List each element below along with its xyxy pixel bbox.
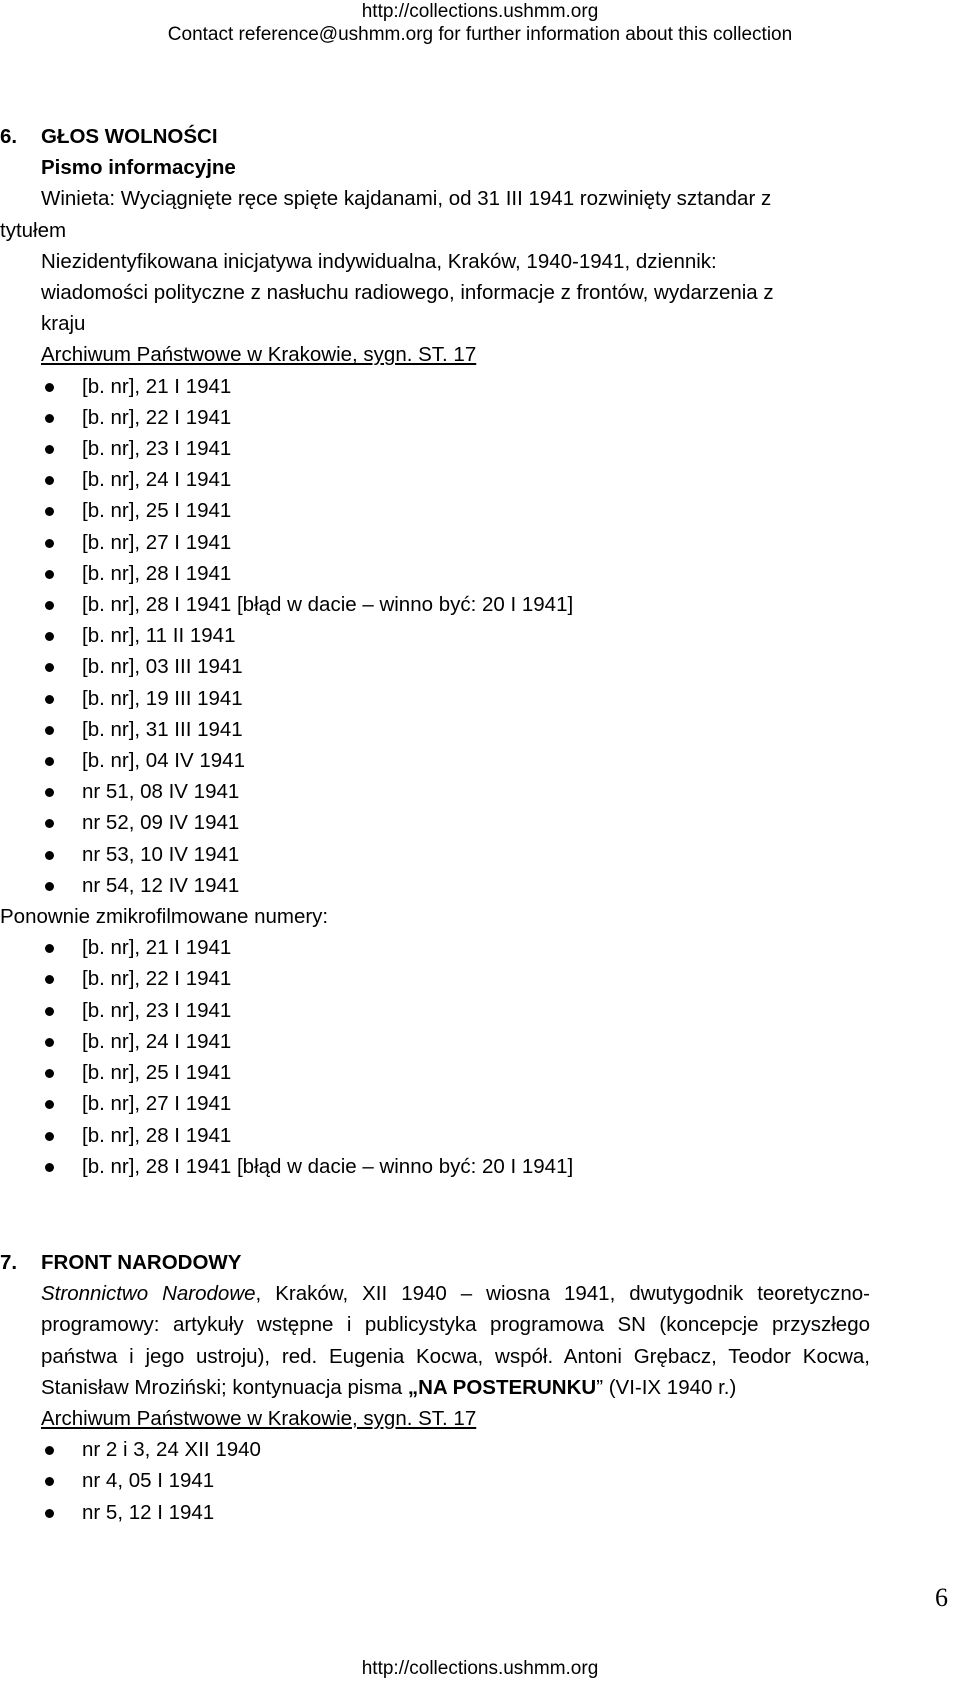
section-6-heading: [0, 121, 870, 152]
section-7-desc-text: , Kraków, XII 1940 – wiosna 1941, dwutygodnik teoretyczno-programowy: artykuły wstępne i publicystyka programowa SN (koncepcje przyszłego państwa i jego ustroju), red. Eugenia Kocwa, współ. Antoni Grębacz, Teodor Kocwa, Stanisław Mroziński; kontynuacja pisma: [41, 1282, 871, 1399]
section-7-publisher: Stronnictwo Narodowe: [41, 1282, 256, 1306]
list-item: [b. nr], 22 I 1941: [0, 402, 870, 433]
section-6-desc-line-1: Niezidentyfikowana inicjatywa indywidualna, Kraków, 1940-1941, dziennik:: [41, 249, 717, 273]
list-item: [b. nr], 19 III 1941: [0, 683, 870, 714]
page-number: 6: [935, 1583, 948, 1612]
list-item: [b. nr], 24 I 1941: [0, 1026, 870, 1057]
list-item: [b. nr], 25 I 1941: [0, 1057, 870, 1088]
section-7-description: [0, 1278, 870, 1403]
section-6-archive: Archiwum Państwowe w Krakowie, sygn. ST. 17: [41, 343, 477, 367]
list-item: nr 51, 08 IV 1941: [0, 776, 870, 807]
list-item: [b. nr], 28 I 1941 [błąd w dacie – winno być: 20 I 1941]: [0, 1151, 870, 1182]
section-6-number: 6.: [0, 125, 18, 148]
section-7-title: FRONT NARODOWY: [41, 1251, 242, 1274]
section-6-issue-list: [0, 371, 870, 901]
list-item: [b. nr], 21 I 1941: [0, 932, 870, 963]
list-item: [b. nr], 25 I 1941: [0, 495, 870, 526]
list-item: [b. nr], 28 I 1941 [błąd w dacie – winno być: 20 I 1941]: [0, 589, 870, 620]
section-6-subtitle: Pismo informacyjne: [41, 156, 236, 180]
section-7-issue-list: [0, 1434, 870, 1528]
list-item: [b. nr], 04 IV 1941: [0, 745, 870, 776]
section-7-heading: [0, 1247, 870, 1278]
section-6-desc-line-2: wiadomości polityczne z nasłuchu radiowego, informacje z frontów, wydarzenia z: [41, 281, 774, 305]
section-7: [0, 1247, 870, 1528]
section-6: [0, 121, 870, 1182]
section-6-desc-line-3: kraju: [41, 312, 86, 336]
list-item: [b. nr], 03 III 1941: [0, 651, 870, 682]
list-item: [b. nr], 23 I 1941: [0, 433, 870, 464]
section-6-winieta-line-2: tytułem: [0, 218, 67, 242]
header-url: http://collections.ushmm.org: [361, 1, 599, 22]
list-item: [b. nr], 28 I 1941: [0, 558, 870, 589]
section-6-title: GŁOS WOLNOŚCI: [41, 125, 218, 148]
list-item: [b. nr], 28 I 1941: [0, 1120, 870, 1151]
section-7-continuation-note: ” (VI-IX 1940 r.): [596, 1375, 737, 1399]
list-item: [b. nr], 27 I 1941: [0, 1088, 870, 1119]
list-item: nr 5, 12 I 1941: [0, 1497, 870, 1528]
list-item: [b. nr], 31 III 1941: [0, 714, 870, 745]
list-item: nr 2 i 3, 24 XII 1940: [0, 1434, 870, 1465]
list-item: nr 4, 05 I 1941: [0, 1465, 870, 1496]
list-item: [b. nr], 11 II 1941: [0, 620, 870, 651]
list-item: [b. nr], 27 I 1941: [0, 527, 870, 558]
section-6-refilmed-label: Ponownie zmikrofilmowane numery:: [0, 905, 329, 929]
list-item: [b. nr], 24 I 1941: [0, 464, 870, 495]
section-7-number: 7.: [0, 1251, 18, 1274]
list-item: [b. nr], 21 I 1941: [0, 371, 870, 402]
section-6-refilmed-list: [0, 932, 870, 1182]
list-item: [b. nr], 23 I 1941: [0, 995, 870, 1026]
section-7-continuation-title: „NA POSTERUNKU: [407, 1375, 597, 1399]
list-item: nr 53, 10 IV 1941: [0, 839, 870, 870]
list-item: nr 54, 12 IV 1941: [0, 870, 870, 901]
footer-url: http://collections.ushmm.org: [361, 1658, 599, 1679]
list-item: [b. nr], 22 I 1941: [0, 963, 870, 994]
section-6-winieta-line-1: Winieta: Wyciągnięte ręce spięte kajdanami, od 31 III 1941 rozwinięty sztandar z: [41, 187, 772, 211]
list-item: nr 52, 09 IV 1941: [0, 807, 870, 838]
section-7-archive: Archiwum Państwowe w Krakowie, sygn. ST. 17: [41, 1407, 477, 1431]
header-contact: Contact reference@ushmm.org for further information about this collection: [167, 24, 793, 45]
